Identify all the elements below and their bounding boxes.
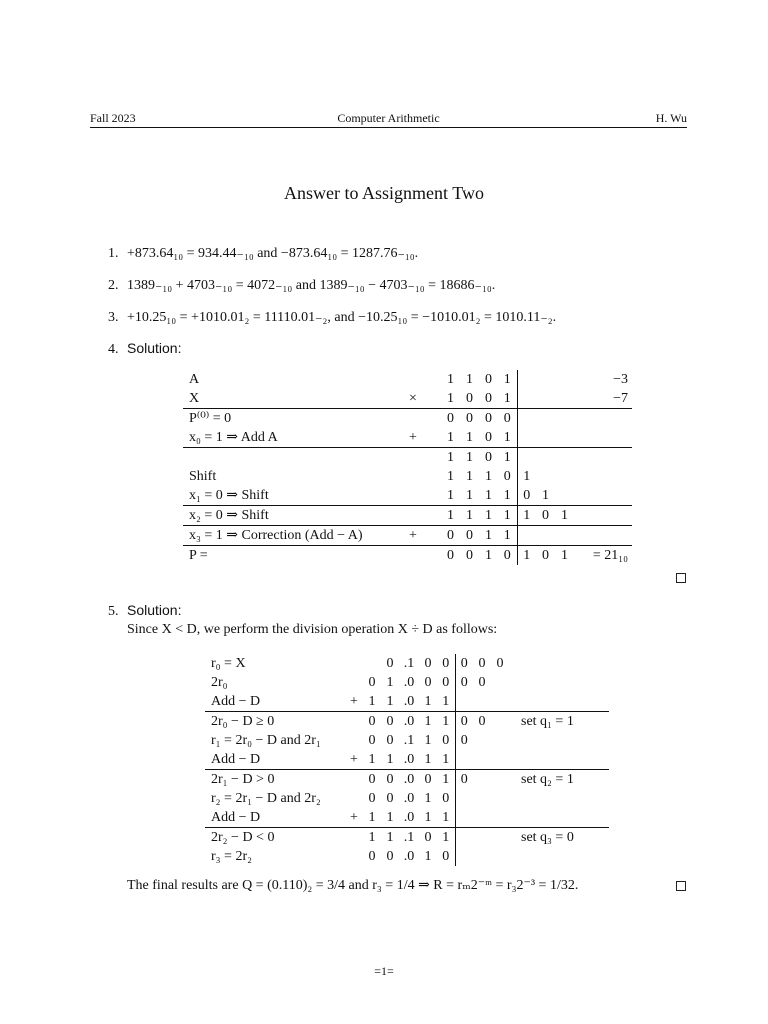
table-row — [183, 409, 632, 429]
row-label: X — [189, 391, 200, 406]
row-label: Add − D — [211, 694, 261, 709]
row-label — [183, 448, 385, 468]
bit-cell: 1 — [424, 694, 432, 709]
bit-cell: 1 — [386, 810, 394, 825]
row-note — [509, 808, 609, 828]
row-operator — [385, 486, 441, 506]
bit-cell — [473, 828, 491, 848]
bit-cell: .1 — [399, 828, 419, 848]
bit-cell — [473, 847, 491, 866]
row-operator: + — [350, 810, 358, 825]
row-note: −7 — [613, 391, 628, 406]
bit-cell — [491, 673, 509, 692]
bit-cell — [536, 389, 555, 409]
table-row — [205, 712, 609, 732]
answer-5-intro: Since X < D, we perform the division operation X ÷ D as follows: — [127, 622, 498, 637]
bit-cell: 1 — [466, 430, 473, 445]
bit-cell: 1 — [368, 694, 376, 709]
table-row — [205, 673, 609, 692]
row-note: set q₁ = 1 — [509, 712, 609, 732]
bit-cell: 0 — [368, 849, 376, 864]
bit-cell: 1 — [437, 770, 455, 790]
bit-cell: 1 — [424, 849, 432, 864]
bit-cell: 1 — [479, 506, 498, 526]
bit-cell: 1 — [386, 694, 394, 709]
bit-cell: 0 — [386, 849, 394, 864]
bit-cell — [555, 409, 574, 429]
bit-cell: 1 — [437, 712, 455, 732]
bit-cell: 1 — [485, 488, 492, 503]
bit-cell: 0 — [386, 733, 394, 748]
bit-cell: 0 — [386, 656, 394, 671]
bit-cell: .0 — [399, 712, 419, 732]
bit-cell: 0 — [441, 526, 460, 546]
answer-3 — [108, 309, 556, 326]
row-label: 2r₀ − D ≥ 0 — [205, 712, 345, 732]
bit-cell: 1 — [466, 372, 473, 387]
bit-cell: 0 — [496, 656, 504, 671]
table-row — [183, 467, 632, 486]
bit-cell: 0 — [441, 546, 460, 566]
row-operator — [345, 789, 363, 808]
bit-cell — [517, 428, 536, 448]
table-row — [205, 750, 609, 770]
bit-cell — [491, 828, 509, 848]
answer-5-heading — [108, 602, 181, 620]
row-label: r₀ = X — [211, 656, 246, 671]
answer-5-solution-label: Solution: — [127, 602, 182, 618]
bit-cell: 0 — [437, 731, 455, 750]
page-header — [90, 110, 687, 128]
bit-cell — [455, 789, 473, 808]
table-row — [205, 770, 609, 790]
bit-cell: 0 — [466, 391, 473, 406]
table-row — [205, 654, 609, 673]
bit-cell: 1 — [498, 389, 517, 409]
bit-cell — [555, 448, 574, 468]
bit-cell — [491, 808, 509, 828]
bit-cell: 1 — [498, 370, 517, 389]
bit-cell — [473, 750, 491, 770]
bit-cell: 0 — [498, 409, 517, 429]
bit-cell: 0 — [460, 656, 468, 671]
row-label: 2r₁ − D > 0 — [205, 770, 345, 790]
answer-4-solution-label: Solution: — [127, 340, 182, 356]
bit-cell — [555, 486, 574, 506]
bit-cell: 1 — [479, 546, 498, 566]
row-operator — [385, 409, 441, 429]
bit-cell: 1 — [363, 828, 381, 848]
row-label: P = — [183, 546, 385, 566]
bit-cell: 1 — [386, 675, 394, 690]
row-operator — [345, 828, 363, 848]
row-operator — [385, 467, 441, 486]
bit-cell: 0 — [437, 673, 455, 692]
bit-cell: 0 — [363, 712, 381, 732]
bit-cell: 0 — [363, 770, 381, 790]
row-operator: + — [350, 694, 358, 709]
row-note — [574, 448, 632, 468]
row-operator — [385, 506, 441, 526]
row-label: x₀ = 1 ⇒ Add A — [189, 430, 278, 445]
row-operator: + — [409, 430, 417, 445]
answer-5-number: 5. — [108, 604, 119, 619]
bit-cell: 1 — [485, 469, 492, 484]
bit-cell — [555, 526, 574, 546]
row-note — [574, 526, 632, 546]
bit-cell — [517, 370, 536, 389]
row-note — [574, 467, 632, 486]
bit-cell: 1 — [498, 506, 517, 526]
row-note — [574, 486, 632, 506]
bit-cell — [555, 389, 574, 409]
row-operator — [345, 847, 363, 866]
bit-cell: 1 — [466, 488, 473, 503]
bit-cell: 1 — [447, 469, 454, 484]
answer-3-text: +10.25₁₀ = +1010.01₂ = 11110.01₋₂, and −10.25₁₀ = −1010.01₂ = 1010.11₋₂. — [127, 310, 557, 325]
bit-cell: .0 — [403, 675, 415, 690]
bit-cell: 0 — [478, 656, 486, 671]
answer-5-final: The final results are Q = (0.110)₂ = 3/4 and r₃ = 1/4 ⇒ R = rₘ2⁻ᵐ = r₃2⁻³ = 1/32. — [127, 878, 579, 893]
row-operator — [385, 370, 441, 389]
row-label: Add − D — [211, 752, 261, 767]
table-row — [205, 789, 609, 808]
row-note — [574, 506, 632, 526]
bit-cell: 1 — [424, 752, 432, 767]
row-operator — [385, 546, 441, 566]
row-label: 2r₂ − D < 0 — [205, 828, 345, 848]
qed-square-icon — [676, 573, 686, 583]
bit-cell: 1 — [479, 526, 498, 546]
bit-cell: 0 — [381, 712, 399, 732]
table-row — [183, 428, 632, 448]
row-label: P⁽⁰⁾ = 0 — [183, 409, 385, 429]
bit-cell — [455, 692, 473, 712]
bit-cell: .0 — [399, 770, 419, 790]
bit-cell: 0 — [441, 409, 460, 429]
bit-cell: 1 — [498, 486, 517, 506]
bit-cell: 0 — [368, 791, 376, 806]
row-note — [509, 654, 609, 673]
row-operator — [345, 673, 363, 692]
multiplication-table — [183, 370, 632, 565]
bit-cell: 1 — [441, 448, 460, 468]
bit-cell — [455, 828, 473, 848]
bit-cell: 1 — [447, 488, 454, 503]
row-label: r₂ = 2r₁ − D and 2r₂ — [211, 791, 321, 806]
bit-cell: 1 — [447, 372, 454, 387]
answer-3-number: 3. — [108, 310, 119, 325]
bit-cell: .1 — [403, 656, 415, 671]
bit-cell: 0 — [437, 789, 455, 808]
bit-cell: 0 — [536, 506, 555, 526]
bit-cell: 0 — [460, 546, 479, 566]
bit-cell: 0 — [498, 467, 517, 486]
bit-cell: 1 — [424, 810, 432, 825]
row-note — [509, 673, 609, 692]
bit-cell: 0 — [460, 675, 468, 690]
row-label: x₁ = 0 ⇒ Shift — [189, 488, 269, 503]
row-label: x₂ = 0 ⇒ Shift — [183, 506, 385, 526]
row-label: r₁ = 2r₀ − D and 2r₁ — [211, 733, 321, 748]
bit-cell: 0 — [455, 770, 473, 790]
row-label: r₃ = 2r₂ — [211, 849, 252, 864]
row-label: 2r₀ — [211, 675, 228, 690]
answer-2-text: 1389₋₁₀ + 4703₋₁₀ = 4072₋₁₀ and 1389₋₁₀ − 4703₋₁₀ = 18686₋₁₀. — [127, 278, 496, 293]
page-title: Answer to Assignment Two — [284, 183, 484, 203]
row-operator: + — [350, 752, 358, 767]
table-row — [205, 847, 609, 866]
table-row — [205, 828, 609, 848]
bit-cell — [491, 789, 509, 808]
bit-cell: 1 — [381, 828, 399, 848]
bit-cell — [473, 789, 491, 808]
bit-cell: 1 — [419, 712, 437, 732]
bit-cell: 0 — [460, 526, 479, 546]
bit-cell: 1 — [437, 808, 455, 828]
bit-cell: 0 — [368, 733, 376, 748]
bit-cell — [473, 770, 491, 790]
bit-cell: 0 — [479, 409, 498, 429]
bit-cell: 1 — [447, 430, 454, 445]
answer-2-number: 2. — [108, 278, 119, 293]
bit-cell: 0 — [460, 409, 479, 429]
table-row — [183, 448, 632, 468]
division-table — [205, 654, 609, 866]
bit-cell: 1 — [460, 506, 479, 526]
table-row — [183, 526, 632, 546]
bit-cell: 0 — [485, 430, 492, 445]
bit-cell — [536, 409, 555, 429]
bit-cell: 1 — [523, 469, 531, 484]
bit-cell: 1 — [517, 506, 536, 526]
bit-cell: 1 — [498, 526, 517, 546]
row-label: Add − D — [211, 810, 261, 825]
bit-cell: 1 — [441, 506, 460, 526]
bit-cell — [517, 389, 536, 409]
bit-cell: 1 — [437, 750, 455, 770]
bit-cell: 1 — [424, 733, 432, 748]
answer-2 — [108, 277, 495, 294]
bit-cell — [491, 750, 509, 770]
bit-cell: 0 — [424, 656, 432, 671]
bit-cell: 0 — [437, 847, 455, 866]
bit-cell: 1 — [498, 448, 517, 468]
bit-cell: .0 — [403, 694, 415, 709]
bit-cell: 0 — [485, 391, 492, 406]
bit-cell — [536, 448, 555, 468]
bit-cell: 0 — [419, 770, 437, 790]
bit-cell — [491, 731, 509, 750]
row-note — [574, 409, 632, 429]
header-term: Fall 2023 — [90, 111, 136, 125]
bit-cell: 1 — [555, 506, 574, 526]
bit-cell — [555, 428, 574, 448]
table-row — [183, 370, 632, 389]
row-note: set q₃ = 0 — [509, 828, 609, 848]
bit-cell: 0 — [424, 675, 432, 690]
bit-cell: 1 — [447, 391, 454, 406]
bit-cell: 1 — [466, 469, 473, 484]
answer-4-number: 4. — [108, 342, 119, 357]
row-note — [509, 750, 609, 770]
bit-cell: 0 — [381, 770, 399, 790]
bit-cell — [473, 808, 491, 828]
answer-1 — [108, 245, 418, 262]
row-operator: + — [385, 526, 441, 546]
bit-cell: 1 — [437, 828, 455, 848]
table-row — [205, 808, 609, 828]
bit-cell — [455, 750, 473, 770]
bit-cell: 0 — [473, 712, 491, 732]
bit-cell: 1 — [498, 428, 517, 448]
row-note: = 21₁₀ — [574, 546, 632, 566]
answer-1-text: +873.64₁₀ = 934.44₋₁₀ and −873.64₁₀ = 1287.76₋₁₀. — [127, 246, 419, 261]
table-row — [183, 506, 632, 526]
qed-square-icon — [676, 881, 686, 891]
bit-cell — [455, 847, 473, 866]
bit-cell — [363, 654, 381, 673]
bit-cell: 1 — [542, 488, 549, 503]
bit-cell: 0 — [536, 546, 555, 566]
row-operator — [345, 731, 363, 750]
bit-cell: .0 — [403, 791, 415, 806]
bit-cell: 1 — [368, 752, 376, 767]
bit-cell — [536, 467, 555, 486]
row-note — [509, 789, 609, 808]
bit-cell: 1 — [368, 810, 376, 825]
bit-cell: 0 — [478, 675, 486, 690]
bit-cell: 1 — [517, 546, 536, 566]
bit-cell: 1 — [555, 546, 574, 566]
row-operator — [345, 654, 363, 673]
bit-cell: 0 — [485, 372, 492, 387]
bit-cell: 1 — [437, 692, 455, 712]
bit-cell: 0 — [498, 546, 517, 566]
bit-cell: 0 — [460, 733, 468, 748]
bit-cell — [455, 808, 473, 828]
row-note — [509, 731, 609, 750]
bit-cell — [536, 428, 555, 448]
bit-cell — [473, 731, 491, 750]
row-operator — [345, 770, 363, 790]
bit-cell — [517, 526, 536, 546]
answer-4-heading — [108, 340, 181, 358]
bit-cell — [536, 370, 555, 389]
row-label: Shift — [189, 469, 217, 484]
bit-cell: 1 — [424, 791, 432, 806]
table-row — [205, 692, 609, 712]
table-row — [183, 486, 632, 506]
row-note — [574, 428, 632, 448]
bit-cell — [491, 770, 509, 790]
row-operator — [345, 712, 363, 732]
bit-cell: 0 — [368, 675, 376, 690]
bit-cell — [491, 692, 509, 712]
bit-cell — [517, 409, 536, 429]
bit-cell — [491, 712, 509, 732]
row-label: x₃ = 1 ⇒ Correction (Add − A) — [183, 526, 385, 546]
row-operator — [385, 448, 441, 468]
header-author: H. Wu — [655, 111, 687, 125]
page-number: =1= — [374, 964, 394, 978]
header-course: Computer Arithmetic — [337, 111, 440, 125]
bit-cell: 0 — [437, 654, 455, 673]
bit-cell: .1 — [403, 733, 415, 748]
row-note — [509, 847, 609, 866]
bit-cell: 0 — [455, 712, 473, 732]
bit-cell — [536, 526, 555, 546]
bit-cell: .0 — [403, 849, 415, 864]
bit-cell: 0 — [419, 828, 437, 848]
bit-cell — [555, 467, 574, 486]
bit-cell: 1 — [460, 448, 479, 468]
bit-cell: 0 — [523, 488, 531, 503]
row-label: A — [189, 372, 200, 387]
bit-cell: 0 — [479, 448, 498, 468]
table-row — [205, 731, 609, 750]
bit-cell — [491, 847, 509, 866]
row-note: −3 — [613, 372, 628, 387]
bit-cell — [555, 370, 574, 389]
row-note — [509, 692, 609, 712]
bit-cell — [473, 692, 491, 712]
table-row — [183, 546, 632, 566]
bit-cell: 0 — [386, 791, 394, 806]
bit-cell — [517, 448, 536, 468]
table-row — [183, 389, 632, 409]
bit-cell: .0 — [403, 810, 415, 825]
row-operator: × — [409, 391, 417, 406]
bit-cell: .0 — [403, 752, 415, 767]
answer-1-number: 1. — [108, 246, 119, 261]
row-note: set q₂ = 1 — [509, 770, 609, 790]
bit-cell: 1 — [386, 752, 394, 767]
